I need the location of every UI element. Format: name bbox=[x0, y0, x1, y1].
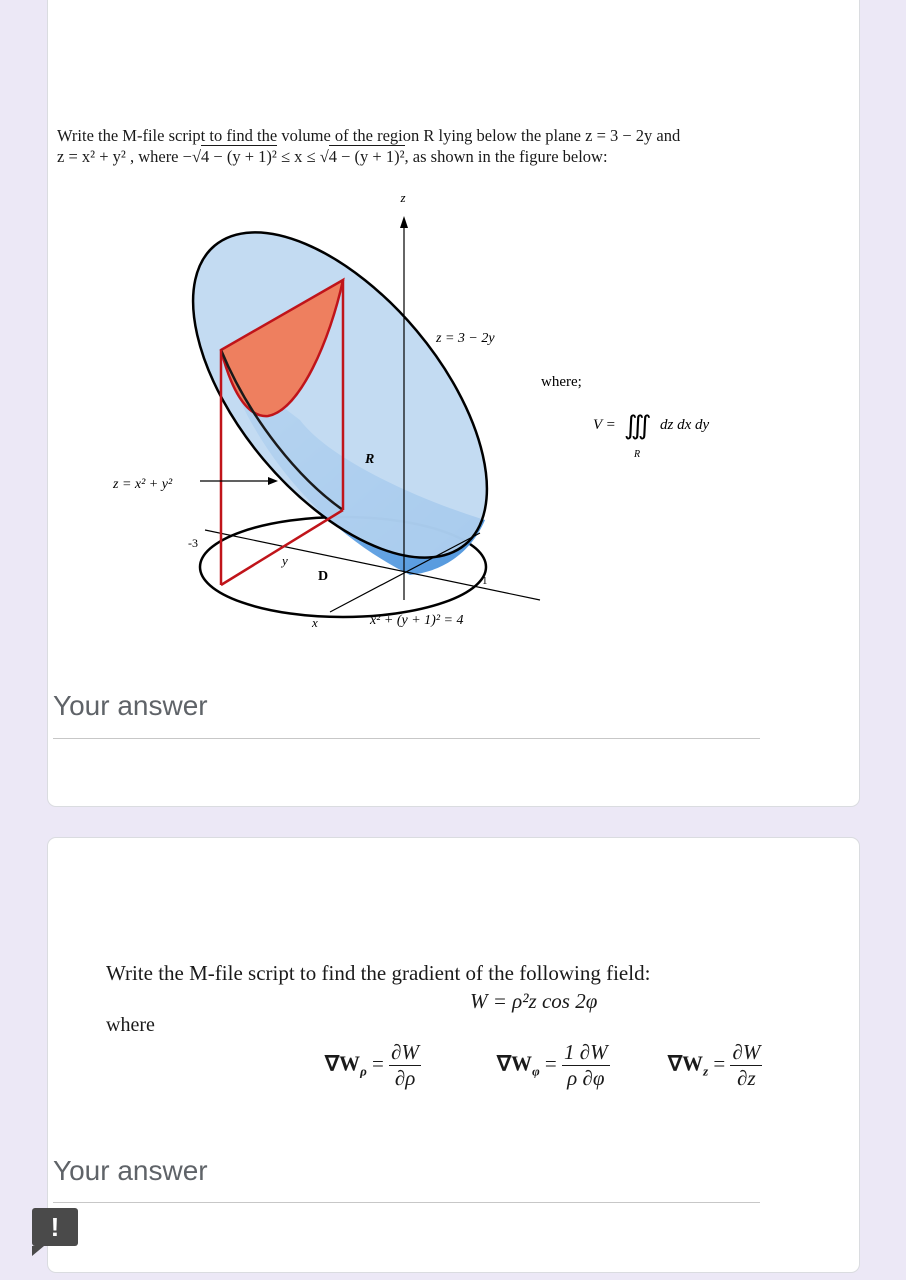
gradient-rho: $\nabla W_\rho$ = $\frac{\partial W}{\partial\rho}$ bbox=[325, 1040, 419, 1090]
question-1-line-1: Write the M-file script to find the volume of the region R lying below the plane z = 3 − 2y and bbox=[57, 126, 681, 145]
y-axis-label: y bbox=[282, 553, 288, 568]
z-axis-arrow bbox=[400, 216, 408, 228]
answer-label-1: Your answer bbox=[53, 690, 208, 721]
where-label: where; bbox=[541, 374, 582, 390]
question-1-line-2: z = x² + y² , where −√4 − (y + 1)² ≤ x ≤ √4 − (y + 1)², as shown in the figure below: bbox=[57, 147, 608, 166]
paraboloid-label: z = x² + y² bbox=[113, 477, 173, 492]
x-axis-label: x bbox=[312, 615, 318, 630]
gradient-phi: $\nabla W_\varphi$ = $\frac{1 \partial W}{\rho \partial\varphi}$ bbox=[497, 1040, 608, 1090]
alert-icon[interactable]: ! bbox=[32, 1208, 78, 1246]
domain-label: D bbox=[318, 569, 329, 584]
volume-lhs: V = bbox=[593, 417, 616, 433]
integrand: dz dx dy bbox=[660, 417, 710, 433]
field-equation: W = ρ²z cos 2φ bbox=[470, 989, 598, 1013]
circle-label: x² + (y + 1)² = 4 bbox=[370, 613, 464, 628]
plane-label: z = 3 − 2y bbox=[436, 331, 495, 346]
question-2-prompt: Write the M-file script to find the gradient of the following field: bbox=[106, 961, 651, 985]
answer-label-2: Your answer bbox=[53, 1155, 208, 1186]
region-label: R bbox=[365, 452, 375, 467]
answer-input-1[interactable] bbox=[53, 738, 760, 739]
plane-ellipse bbox=[138, 181, 542, 608]
answer-input-2[interactable] bbox=[53, 1202, 760, 1203]
paraboloid-pointer-head bbox=[268, 477, 278, 485]
z-axis-label: z bbox=[400, 190, 406, 205]
integral-subscript: R bbox=[634, 449, 641, 460]
where-label-2: where bbox=[106, 1014, 155, 1036]
triple-integral-symbol: ∭ bbox=[624, 411, 652, 440]
tick-1-label: 1 bbox=[482, 575, 488, 587]
tick-neg3-label: -3 bbox=[188, 536, 198, 550]
gradient-z: $\nabla W_z$ = $\frac{\partial W}{\partial z}$ bbox=[668, 1040, 761, 1090]
